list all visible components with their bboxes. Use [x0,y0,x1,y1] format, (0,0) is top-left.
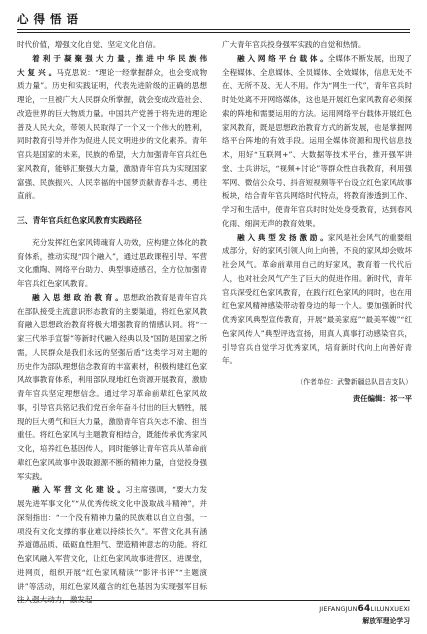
page-footer [17,600,410,626]
key-point-label: 着 利 于 凝 聚 强 大 力 量 ，推 进 中 华 民 族 伟 大 复 兴 。 [17,53,207,77]
key-point-label: 融 入 网 络 平 台 载 体 。 [237,53,328,63]
paragraph-text: 全媒体不断发展，出现了全程媒体、全息媒体、全员媒体、全效媒体，信息无处不在、无所不及、无人不用。作为“网生一代”，青年官兵时时处处离不开网络媒体，这也是开展红色家风教育必须探索的阵地和需要运用的方法。运用网络平台载体开展红色家风教育，既是思想政治教育方式的新发展，也是掌握网络平台阵地的有效手段。运用全媒体资源和现代信息技术，用好“互联网+”、大数据等技术平台，推开强军讲堂、士兵讲坛，“视频+讨论”等群众性自我教育，利用强军网、微信公众号、抖音短视频等平台设立红色家风故事板块，结合青年官兵网络时代特点，将教育渗透到工作、学习和生活中，使青年官兵时时处处身受教育，达到春风化雨、细润无声的教育效果。 [222,53,412,228]
key-point-label: 融 入 军 营 文 化 建 设 。 [32,485,126,495]
key-paragraph [222,52,412,231]
page-header [17,10,410,32]
editor-label: 责任编辑： [352,393,390,403]
footer-rule [17,600,410,601]
key-paragraph [17,483,207,607]
key-paragraph [17,52,207,203]
paragraph-text: 马克思说：“理论一经掌握群众，也会变成物质力量”。历史和实践证明，代表先进阶级的正确的思想理论，一旦被广大人民群众所掌握，就会变成改造社会、改造世界的巨大物质力量。中国共产党善于将先进的理论普及人民大众，带领人民取得了一个又一个伟大的胜利，同时教育引导并作为促进人民文明进步的文化素养。青年官兵是国家的未来，民族的希望，大力加强青年官兵红色家风教育，能够汇聚强大力量，激励青年官兵为实现国家富强、民族振兴、人民幸福的中国梦贡献青春斗志、勇往直前。 [17,67,207,201]
paragraph: 广大青年官兵投身强军实践的自觉和热情。 [222,40,366,49]
header-rule-thin [17,32,410,33]
key-paragraph [222,231,412,369]
column-title: 心 得 悟 语 [17,12,79,26]
author-affiliation: （作者单位：武警新疆总队昌吉支队） [296,378,412,386]
section-title: 三、青年官兵红色家风教育实践路径 [17,216,142,225]
key-point-label: 融 入 典 型 发 扬 激 励 。 [237,232,328,242]
publication-line [319,604,410,614]
page-number: 64 [357,604,371,614]
key-point-label: 融 入 思 想 政 治 教 育 。 [32,292,123,302]
editor-name: 祁一平 [389,393,412,403]
publication-en-left: JIEFANGJUN [319,605,358,613]
responsible-editor [222,392,412,406]
paragraph: 充分发挥红色家风铸魂育人功效，应构建立体化的教育体系，推动实现“四个融入”，通过思政课程引导、军营文化熏陶、网络平台助力、典型事迹感召，全方位加强青年官兵红色家风教育。 [17,237,207,288]
right-column [222,38,412,406]
publication-en-right: LILUNXUEXI [370,605,410,613]
paragraph: 时代价值，增强文化自觉、坚定文化自信。 [17,40,161,49]
key-paragraph [17,291,207,484]
header-rule [17,29,410,30]
left-column [17,38,207,607]
paragraph-text: 家风是社会风气的重要组成部分，好的家风引领人向上向善，不良的家风却会败坏社会风气。革命前辈用自己的好家风，教育着一代代后人，也对社会风气产生了巨大的促进作用。新时代，青年官兵深受红色家风教育，在践行红色家风的同时，也在用红色家风精神感染带动着身边的每一个人。要加强新时代优秀家风典型宣传教育，开展“最美家庭”“最美军嫂”“红色家风传人”典型评选宣扬，用真人真事打动感染官兵，引导官兵自觉学习优秀家风，培育新时代向上向善好青年。 [222,232,412,366]
paragraph-text: 习主席强调，“要大力发展先进军事文化”“从优秀传统文化中汲取战斗精神”，并深刻指出：“一个没有精神力量的民族难以自立自强，一项没有文化支撑的事业难以持续长久”。军营文化具有涵养道德品质、砥砺血性胆气、塑造精神意志的功能。将红色家风融入军营文化，让红色家风故事进营区、进课堂，进网页，组织开展“红色家风精读”“影评书评”“主题演讲”等活动，用红色家风蕴含的红色基因为实现强军目标注入强大动力，激发起 [17,485,207,605]
publication-name: 解放军理论学习 [362,617,410,625]
paragraph-text: 思想政治教育是青年官兵在部队接受主流意识形态教育的主要渠道，将红色家风教育融入思想政治教育将极大增强教育的情感认同。将“一家三代举手宣誓”等新时代融入经典以及“国防是国家之所需，人民群众是我们永远的坚强后盾”这类学习对主题的历史作为部队理想信念教育的丰富素材，积极构建红色家风故事教育体系，利用部队现地红色资源开展教育，激励青年官兵坚定理想信念。通过学习革命前辈红色家风故事，引导官兵铭记我们党百余年奋斗付出的巨大牺牲，展现的巨大勇气和巨大力量，激励青年官兵矢志不渝、担当重任。将红色家风与主题教育相结合，既能传承优秀家风文化，培养红色基因传人，同时能够让青年官兵从革命前辈红色家风故事中汲取源源不断的精神力量，自觉投身强军实践。 [17,292,207,481]
